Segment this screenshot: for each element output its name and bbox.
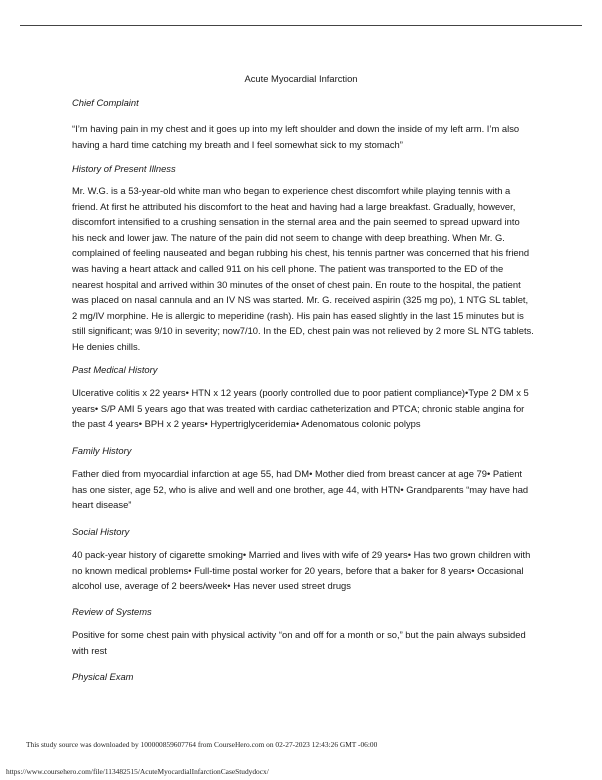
heading-review-of-systems: Review of Systems (72, 606, 152, 617)
heading-family-history: Family History (72, 445, 132, 456)
heading-history-present-illness: History of Present Illness (72, 163, 176, 174)
review-of-systems-text: Positive for some chest pain with physical activity “on and off for a month or so,” but the pain always subsided with rest (72, 629, 526, 656)
download-note: This study source was downloaded by 100000859607764 from CourseHero.com on 02-27-2023 12:43:26 GMT -06:00 (26, 740, 378, 749)
past-medical-history-text: Ulcerative colitis x 22 years• HTN x 12 years (poorly controlled due to poor patient compliance)•Type 2 DM x 5 years• S/P AMI 5 years ago that was treated with cardiac catheterization and PTCA; chronic stable angina for the past 4 years• BPH x 2 years• Hypertriglyceridemia• Adenomatous colonic polyps (72, 387, 529, 430)
family-history-text: Father died from myocardial infarction at age 55, had DM• Mother died from breast cancer at age 79• Patient has one sister, age 52, who is alive and well and one brother, age 44, with HTN• Grandparents “may have had heart disease” (72, 468, 529, 511)
history-present-illness-text: Mr. W.G. is a 53-year-old white man who began to experience chest discomfort while playing tennis with a friend. At first he attributed his discomfort to the heat and having had a large breakfast. Gradually, however, discomfort intensified to a crushing sensation in the sternal area and the pain seemed to spread upward into his neck and lower jaw. The nature of the pain did not seem to change with deep breathing. When Mr. G. complained of feeling nauseated and began rubbing his chest, his tennis partner was concerned that his friend was having a heart attack and called 911 on his cell phone. The patient was transported to the ED of the nearest hospital and arrived within 30 minutes of the onset of chest pain. En route to the hospital, the patient was placed on nasal cannula and an IV NS was started. Mr. G. received aspirin (325 mg po), 1 NTG SL tablet, 2 mg/IV morphine. He is allergic to meperidine (rash). His pain has eased slightly in the last 15 minutes but is still significant; was 9/10 in severity; now7/10. In the ED, chest pain was not relieved by 2 more SL NTG tablets. He denies chills. (72, 185, 534, 352)
heading-physical-exam: Physical Exam (72, 671, 134, 682)
heading-chief-complaint: Chief Complaint (72, 97, 139, 108)
top-rule (20, 25, 582, 26)
social-history-text: 40 pack-year history of cigarette smoking• Married and lives with wife of 29 years• Has two grown children with no known medical problems• Full-time postal worker for 20 years, before that a baker for 8 years• Occasional alcohol use, average of 2 beers/week• Has never used street drugs (72, 549, 531, 592)
heading-social-history: Social History (72, 526, 130, 537)
source-url[interactable]: https://www.coursehero.com/file/113482515/AcuteMyocardialInfarctionCaseStudydocx/ (6, 767, 269, 776)
document-title: Acute Myocardial Infarction (244, 73, 358, 84)
heading-past-medical-history: Past Medical History (72, 364, 158, 375)
chief-complaint-text: “I’m having pain in my chest and it goes up into my left shoulder and down the inside of my left arm. I’m also having a hard time catching my breath and I feel somewhat sick to my stomach” (72, 123, 520, 150)
